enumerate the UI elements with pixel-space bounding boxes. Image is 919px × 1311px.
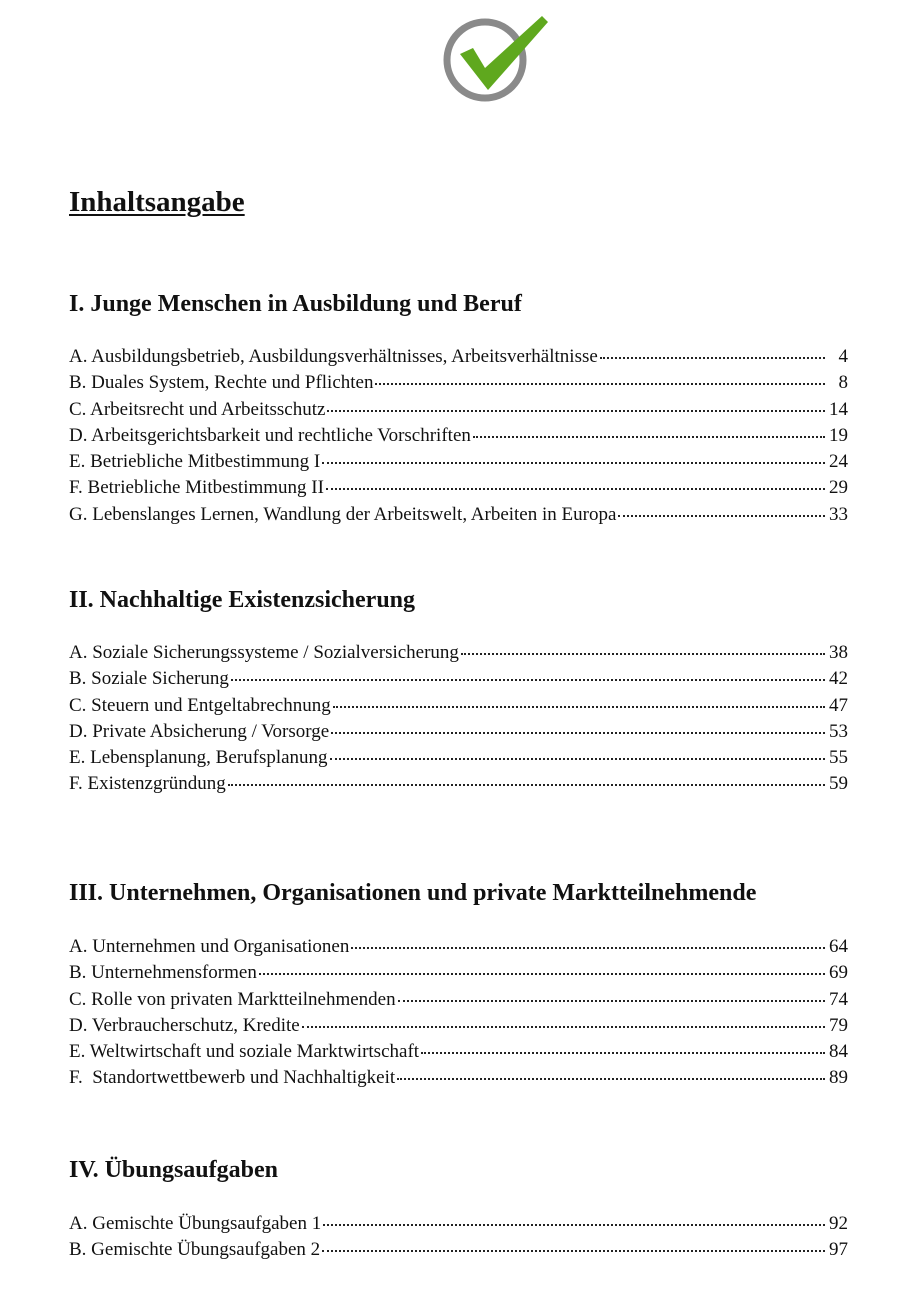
toc-entry-page: 42 [829, 668, 848, 690]
toc-entry-page: 19 [829, 424, 848, 446]
dot-leader [323, 1224, 825, 1226]
toc-list [69, 640, 848, 798]
dot-leader [421, 1052, 825, 1054]
toc-entry-page: 38 [829, 642, 848, 663]
toc-entry-label: E. Weltwirtschaft und soziale Marktwirtschaft [69, 1041, 420, 1063]
dot-leader [327, 410, 825, 412]
toc-entry-label: D. Private Absicherung / Vorsorge [69, 720, 330, 742]
dot-leader [322, 462, 825, 464]
dot-leader [231, 679, 825, 681]
dot-leader [259, 973, 825, 975]
toc-entry-label: A. Unternehmen und Organisationen [69, 936, 350, 957]
dot-leader [322, 1250, 825, 1252]
toc-entry-label: F. Betriebliche Mitbestimmung II [69, 477, 324, 499]
toc-entry[interactable] [69, 666, 848, 692]
toc-section-3 [69, 878, 848, 1089]
toc-entry-label: E. Lebensplanung, Berufsplanung [69, 747, 328, 769]
toc-entry-label: B. Duales System, Rechte und Pflichten [69, 372, 374, 394]
toc-entry-page: 14 [829, 398, 848, 420]
toc-entry-label: A. Gemischte Übungsaufgaben 1 [69, 1213, 322, 1234]
dot-leader [398, 1000, 825, 1002]
toc-entry[interactable] [69, 960, 848, 986]
toc-entry[interactable] [69, 370, 848, 396]
toc-entry-label: F. Existenzgründung [69, 773, 226, 795]
toc-entry-label: F. Standortwettbewerb und Nachhaltigkeit [69, 1067, 396, 1089]
toc-entry[interactable] [69, 987, 848, 1013]
checkmark-icon [438, 10, 553, 105]
toc-entry[interactable] [69, 693, 848, 719]
checkmark-logo [438, 10, 553, 105]
toc-entry[interactable] [69, 397, 848, 423]
dot-leader [331, 732, 825, 734]
dot-leader [375, 383, 825, 385]
section-heading: IV. Übungsaufgaben [69, 1157, 278, 1183]
toc-section-1 [69, 289, 848, 525]
dot-leader [333, 706, 825, 708]
toc-entry-page: 53 [829, 720, 848, 742]
toc-entry-page: 4 [838, 346, 848, 367]
toc-section-2 [69, 585, 848, 795]
toc-entry-label: C. Arbeitsrecht und Arbeitsschutz [69, 398, 326, 420]
section-heading: II. Nachhaltige Existenzsicherung [69, 587, 416, 613]
toc-entry-label: C. Rolle von privaten Marktteilnehmenden [69, 988, 396, 1010]
toc-entry-page: 69 [829, 962, 848, 984]
toc-entry[interactable] [69, 640, 848, 666]
dot-leader [600, 357, 825, 359]
toc-entry[interactable] [69, 344, 848, 370]
toc-entry[interactable] [69, 475, 848, 501]
toc-entry[interactable] [69, 745, 848, 771]
toc-entry[interactable] [69, 1237, 848, 1263]
toc-entry-label: D. Verbraucherschutz, Kredite [69, 1014, 300, 1036]
toc-entry-label: B. Gemischte Übungsaufgaben 2 [69, 1239, 321, 1261]
toc-entry-page: 24 [829, 451, 848, 473]
toc-entry[interactable] [69, 934, 848, 960]
toc-entry-page: 79 [829, 1014, 848, 1036]
toc-list [69, 1211, 848, 1264]
dot-leader [326, 488, 825, 490]
toc-entry-label: G. Lebenslanges Lernen, Wandlung der Arbeitswelt, Arbeiten in Europa [69, 503, 617, 525]
dot-leader [618, 515, 825, 517]
toc-entry-label: C. Steuern und Entgeltabrechnung [69, 694, 331, 716]
toc-entry[interactable] [69, 1065, 848, 1091]
toc-entry-label: B. Soziale Sicherung [69, 668, 229, 690]
toc-entry-page: 55 [829, 747, 848, 769]
toc-entry-page: 84 [829, 1041, 848, 1063]
toc-entry[interactable] [69, 1013, 848, 1039]
toc-entry-page: 8 [838, 372, 848, 394]
toc-entry-page: 74 [829, 988, 848, 1010]
toc-entry-page: 33 [829, 503, 848, 525]
toc-entry[interactable] [69, 423, 848, 449]
dot-leader [330, 758, 825, 760]
dot-leader [397, 1078, 825, 1080]
toc-entry[interactable] [69, 449, 848, 475]
toc-list [69, 344, 848, 528]
toc-entry-page: 64 [829, 936, 848, 957]
toc-entry-label: D. Arbeitsgerichtsbarkeit und rechtliche Vorschriften [69, 424, 471, 446]
toc-entry-label: A. Soziale Sicherungssysteme / Sozialversicherung [69, 642, 459, 663]
dot-leader [461, 653, 825, 655]
toc-entry-page: 47 [829, 694, 848, 716]
toc-entry-page: 29 [829, 477, 848, 499]
page-title: Inhaltsangabe [69, 186, 245, 218]
toc-entry[interactable] [69, 502, 848, 528]
section-heading: I. Junge Menschen in Ausbildung und Beruf [69, 291, 522, 317]
toc-entry[interactable] [69, 1039, 848, 1065]
toc-entry[interactable] [69, 1211, 848, 1237]
toc-entry[interactable] [69, 771, 848, 797]
toc-entry[interactable] [69, 719, 848, 745]
toc-entry-page: 89 [829, 1067, 848, 1089]
toc-entry-page: 59 [829, 773, 848, 795]
toc-entry-page: 97 [829, 1239, 848, 1261]
dot-leader [473, 436, 825, 438]
toc-entry-label: E. Betriebliche Mitbestimmung I [69, 451, 321, 473]
dot-leader [302, 1026, 825, 1028]
toc-list [69, 934, 848, 1092]
section-heading: III. Unternehmen, Organisationen und private Marktteilnehmende [69, 880, 757, 906]
toc-entry-label: B. Unternehmensformen [69, 962, 257, 984]
toc-entry-page: 92 [829, 1213, 848, 1234]
toc-section-4 [69, 1155, 848, 1261]
dot-leader [351, 947, 825, 949]
toc-entry-label: A. Ausbildungsbetrieb, Ausbildungsverhältnisses, Arbeitsverhältnisse [69, 346, 598, 367]
dot-leader [228, 784, 825, 786]
